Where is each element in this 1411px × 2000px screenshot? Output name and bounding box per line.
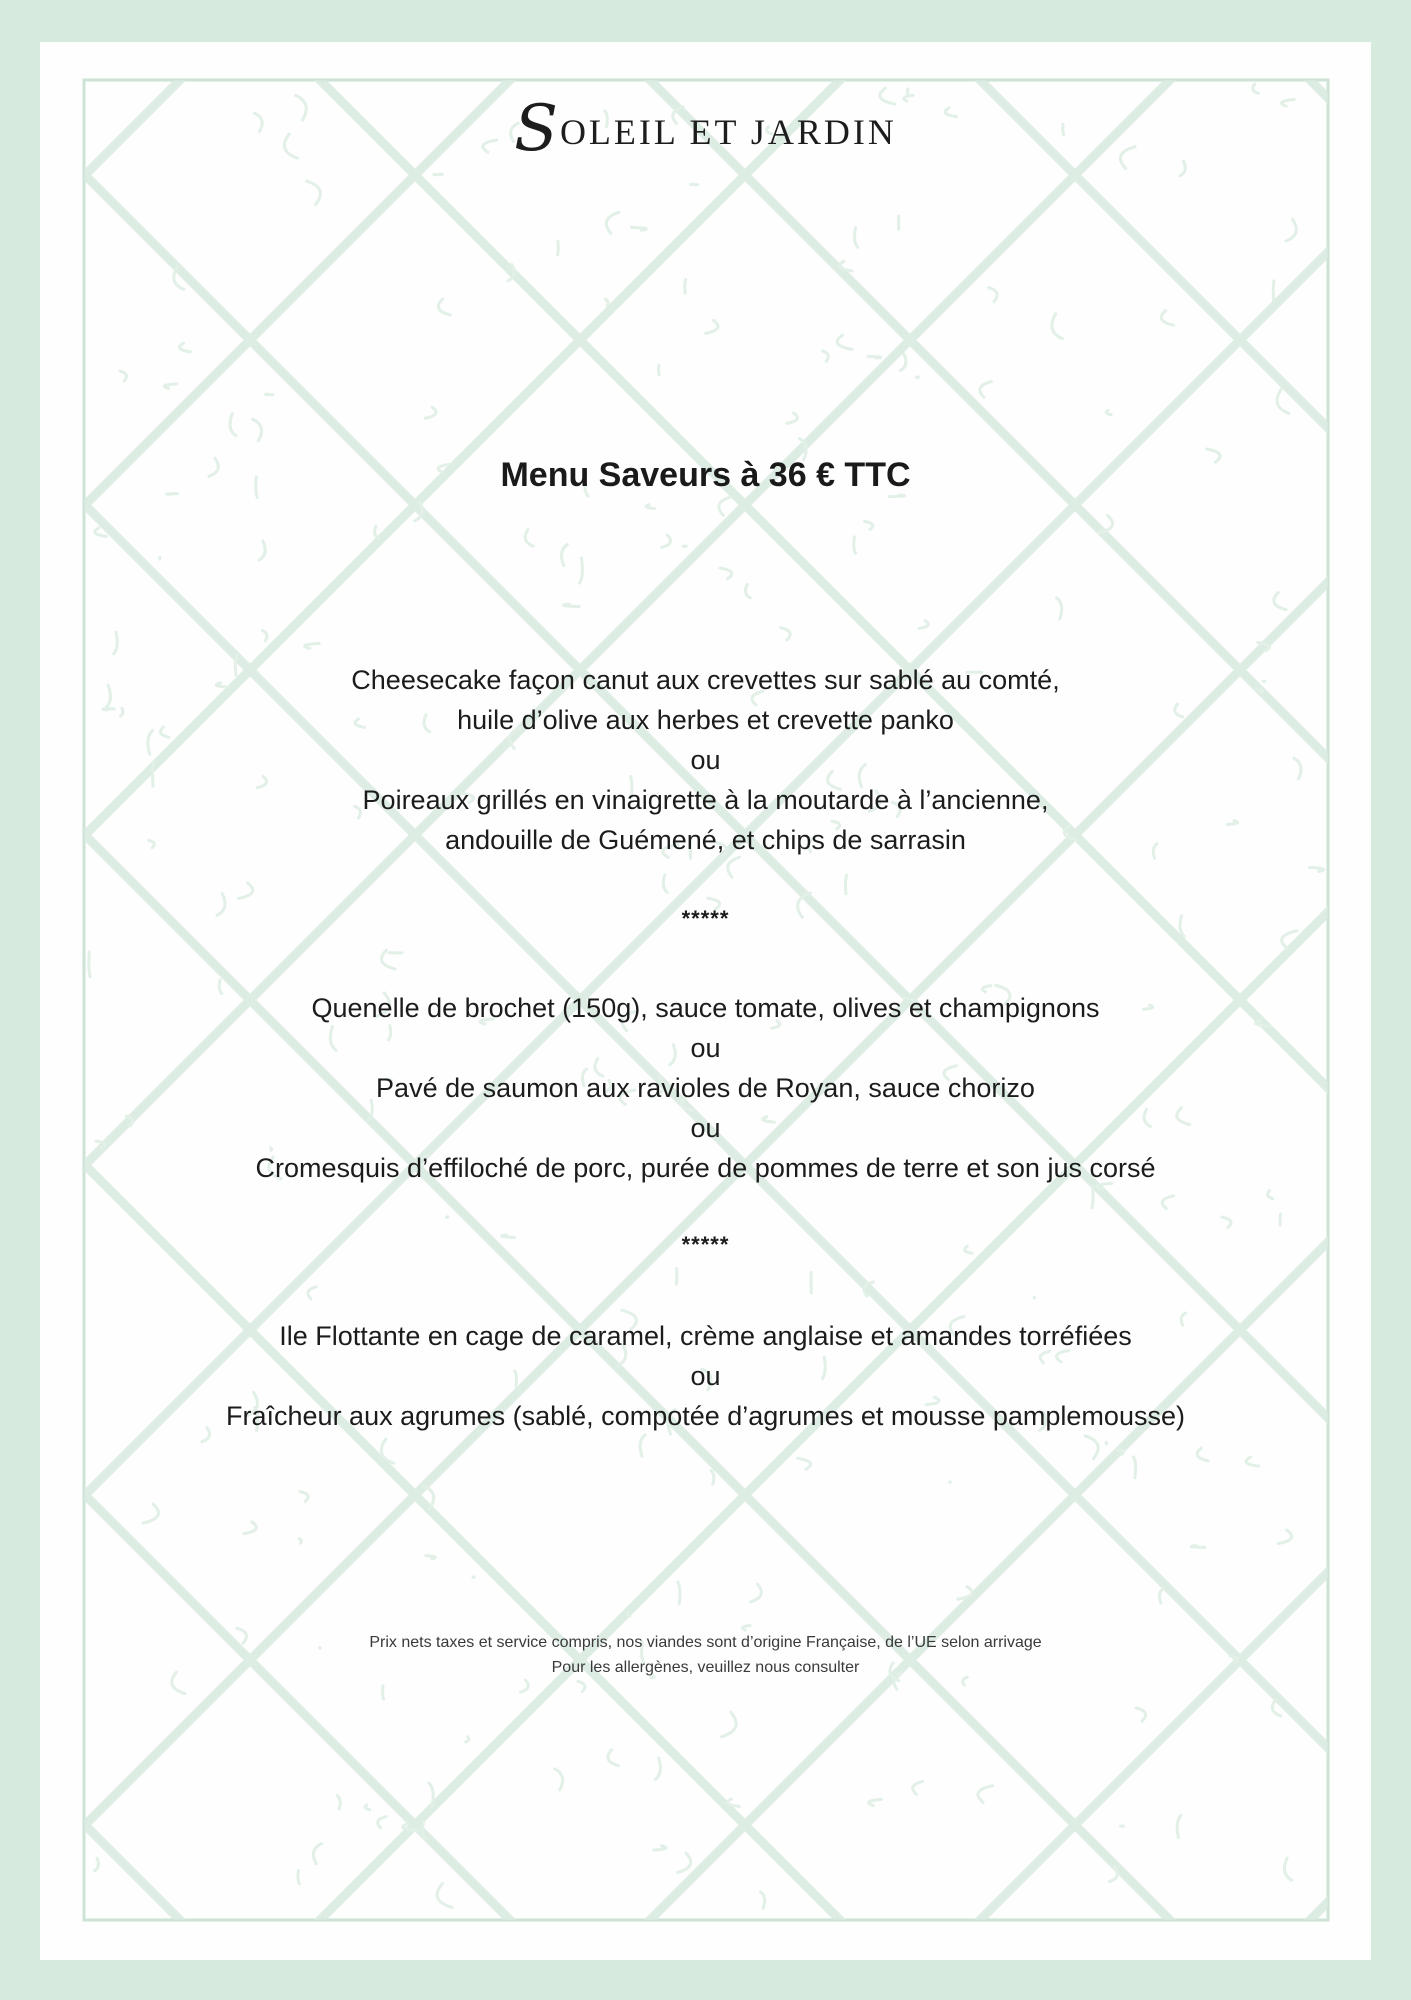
starters-section (0, 660, 1411, 860)
logo-name: OLEIL ET JARDIN (559, 112, 897, 152)
footer-notice (0, 1630, 1411, 1680)
mains-section (0, 988, 1411, 1188)
desserts-section (0, 1316, 1411, 1436)
main-or: ou (690, 1033, 721, 1063)
main-or: ou (690, 1113, 721, 1143)
course-separator: ***** (681, 1232, 730, 1257)
starter-line: andouille de Guémené, et chips de sarrasin (445, 825, 966, 855)
footer-allergen-note: Pour les allergènes, veuillez nous consulter (551, 1659, 860, 1676)
logo-initial: S (514, 92, 558, 166)
main-line: Cromesquis d’effiloché de porc, purée de pommes de terre et son jus corsé (255, 1153, 1156, 1183)
starter-line: Poireaux grillés en vinaigrette à la moutarde à l’ancienne, (362, 785, 1049, 815)
course-separator: ***** (681, 906, 730, 931)
main-line: Quenelle de brochet (150g), sauce tomate, olives et champignons (311, 993, 1100, 1023)
dessert-line: Ile Flottante en cage de caramel, crème anglaise et amandes torréfiées (279, 1321, 1132, 1351)
main-line: Pavé de saumon aux ravioles de Royan, sauce chorizo (376, 1073, 1035, 1103)
dessert-line: Fraîcheur aux agrumes (sablé, compotée d’agrumes et mousse pamplemousse) (226, 1401, 1185, 1431)
starter-line: huile d’olive aux herbes et crevette panko (457, 705, 954, 735)
starter-or: ou (690, 745, 721, 775)
dessert-or: ou (690, 1361, 721, 1391)
footer-price-note: Prix nets taxes et service compris, nos viandes sont d’origine Française, de l’UE selon arrivage (369, 1634, 1042, 1651)
menu-title: Menu Saveurs à 36 € TTC (500, 456, 911, 494)
starter-line: Cheesecake façon canut aux crevettes sur sablé au comté, (351, 665, 1060, 695)
restaurant-logo (0, 92, 1411, 166)
